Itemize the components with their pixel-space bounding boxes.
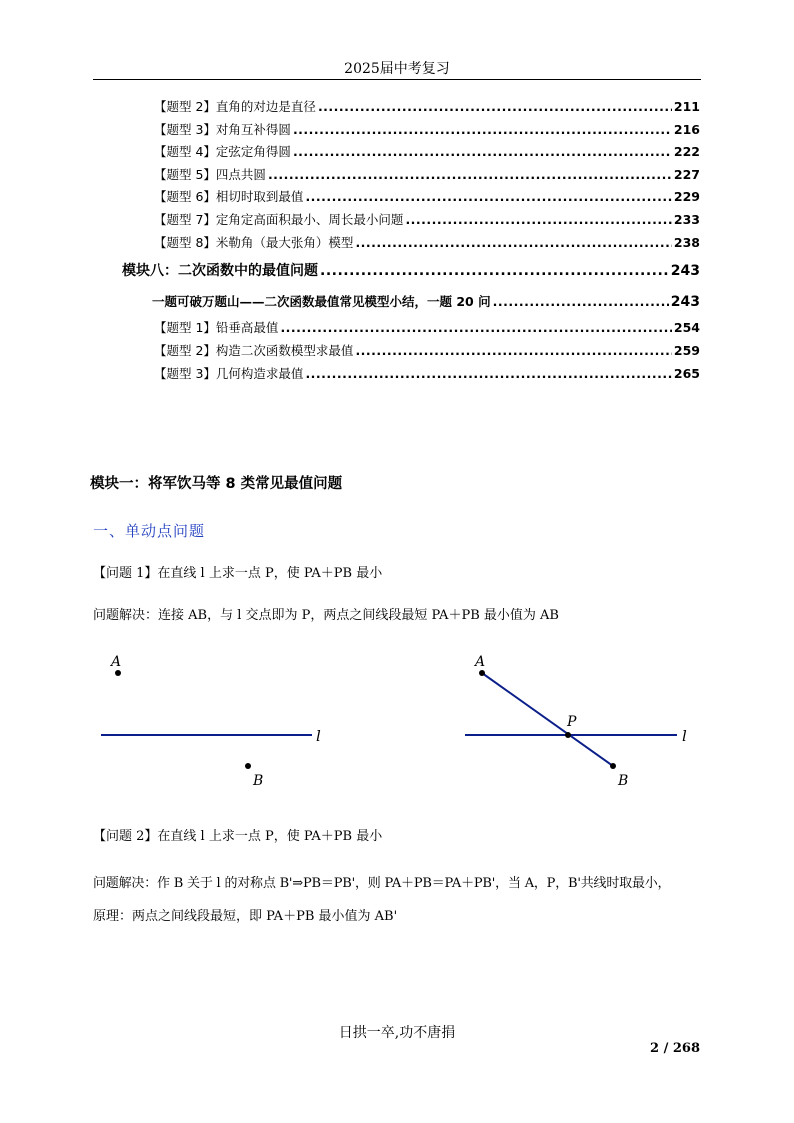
- header-rule: [93, 79, 701, 80]
- toc-entry-page: 243: [670, 294, 700, 310]
- toc-leader: [305, 189, 671, 204]
- page-header: 2025届中考复习: [344, 61, 450, 77]
- page-number: 2 / 268: [650, 1041, 700, 1056]
- toc-entry-page: 265: [673, 366, 700, 381]
- toc-entry-page: 227: [673, 167, 700, 182]
- point-p: [565, 732, 571, 738]
- toc-entry-label: 【题型 8】米勒角（最大张角）模型: [154, 235, 354, 250]
- toc-entry[interactable]: [154, 142, 700, 160]
- toc-leader: [268, 167, 672, 182]
- toc-entry-label: 【题型 3】对角互补得圆: [154, 122, 291, 137]
- toc-entry-label: 一题可破万题山——二次函数最值常见模型小结，一题 20 问: [152, 294, 491, 309]
- section-title: 模块一：将军饮马等 8 类常见最值问题: [90, 476, 343, 492]
- segment-ab: [482, 673, 613, 766]
- toc-entry[interactable]: [154, 341, 700, 359]
- problem-1-solution: 问题解决：连接 AB，与 l 交点即为 P，两点之间线段最短 PA＋PB 最小值为 AB: [93, 608, 559, 623]
- problem-1-statement: 【问题 1】在直线 l 上求一点 P，使 PA＋PB 最小: [93, 566, 383, 581]
- toc-leader: [493, 294, 669, 309]
- section-subtitle: 一、单动点问题: [93, 522, 206, 540]
- toc-entry-label: 【题型 5】四点共圆: [154, 167, 266, 182]
- point-b-label: B: [618, 773, 629, 789]
- toc-entry-page: 243: [670, 263, 700, 279]
- toc-entry[interactable]: [154, 187, 700, 205]
- toc-leader: [405, 212, 671, 227]
- line-l-label: l: [316, 727, 321, 745]
- point-b: [245, 763, 251, 769]
- toc-entry[interactable]: [154, 165, 700, 183]
- figure-points-separated: [0, 640, 400, 800]
- toc-entry-page: 233: [673, 212, 700, 227]
- problem-2-statement: 【问题 2】在直线 l 上求一点 P，使 PA＋PB 最小: [93, 829, 383, 844]
- toc-leader: [280, 320, 671, 335]
- toc-leader: [355, 343, 671, 358]
- toc-entry-label: 【题型 1】铅垂高最值: [154, 320, 279, 335]
- toc-entry-label: 【题型 4】定弦定角得圆: [154, 144, 291, 159]
- toc-entry[interactable]: [154, 318, 700, 336]
- toc-leader: [318, 99, 672, 114]
- toc-entry-page: 222: [673, 144, 700, 159]
- toc-entry-label: 【题型 2】直角的对边是直径: [154, 99, 316, 114]
- point-b: [610, 763, 616, 769]
- problem-2-principle: 原理：两点之间线段最短，即 PA＋PB 最小值为 AB': [93, 909, 398, 924]
- point-a-label: A: [475, 654, 486, 670]
- toc-leader: [293, 144, 672, 159]
- toc-leader: [320, 263, 669, 279]
- figure-segment-ab: [440, 640, 720, 800]
- toc-entry-page: 259: [673, 343, 700, 358]
- toc-entry-page: 238: [673, 235, 700, 250]
- toc-leader: [355, 235, 671, 250]
- toc-topic-entry[interactable]: [152, 292, 700, 310]
- point-b-label: B: [253, 773, 264, 789]
- point-a: [115, 670, 121, 676]
- toc-entry-page: 216: [673, 122, 700, 137]
- toc-entry[interactable]: [154, 233, 700, 251]
- toc-entry-page: 254: [673, 320, 700, 335]
- toc-entry-label: 【题型 2】构造二次函数模型求最值: [154, 343, 354, 358]
- point-a: [479, 670, 485, 676]
- toc-leader: [305, 366, 671, 381]
- toc-entry[interactable]: [154, 120, 700, 138]
- toc-leader: [293, 122, 672, 137]
- toc-entry-label: 【题型 3】几何构造求最值: [154, 366, 304, 381]
- toc-entry-page: 211: [673, 99, 700, 114]
- line-l-label: l: [682, 727, 687, 745]
- toc-entry[interactable]: [154, 210, 700, 228]
- toc-entry[interactable]: [154, 97, 700, 115]
- toc-module-entry[interactable]: [122, 260, 700, 280]
- toc-entry-label: 【题型 7】定角定高面积最小、周长最小问题: [154, 212, 404, 227]
- toc-entry-page: 229: [673, 189, 700, 204]
- point-a-label: A: [111, 654, 122, 670]
- toc-entry-label: 【题型 6】相切时取到最值: [154, 189, 304, 204]
- footer-motto: 日拱一卒,功不唐捐: [338, 1025, 456, 1041]
- problem-2-solution: 问题解决：作 B 关于 l 的对称点 B'⇒PB＝PB'，则 PA＋PB＝PA＋PB'，当 A，P，B'共线时取最小，: [93, 876, 671, 891]
- toc-entry-label: 模块八：二次函数中的最值问题: [122, 263, 318, 279]
- point-p-label: P: [567, 714, 577, 730]
- toc-entry[interactable]: [154, 364, 700, 382]
